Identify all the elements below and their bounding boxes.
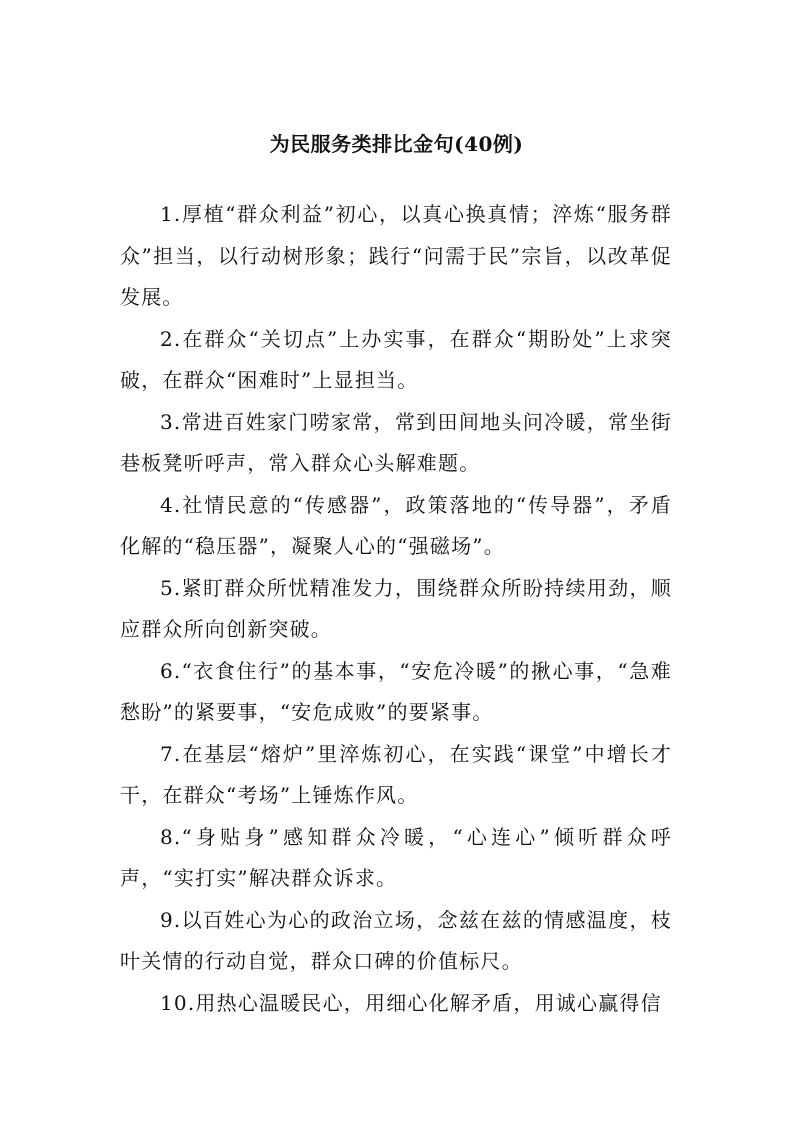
paragraph: 6.“衣食住行”的基本事，“安危冷暖”的揪心事，“急难愁盼”的紧要事，“安危成败”的要紧事。	[120, 658, 672, 724]
paragraph: 1.厚植“群众利益”初心，以真心换真情；淬炼“服务群众”担当，以行动树形象；践行“问需于民”宗旨，以改革促发展。	[120, 202, 672, 309]
paragraph: 8.“身贴身”感知群众冷暖，“心连心”倾听群众呼声，“实打实”解决群众诉求。	[120, 824, 672, 890]
paragraph: 2.在群众“关切点”上办实事，在群众“期盼处”上求突破，在群众“困难时”上显担当。	[120, 326, 672, 392]
document-title: 为民服务类排比金句(40例)	[269, 132, 524, 156]
paragraph: 5.紧盯群众所忧精准发力，围绕群众所盼持续用劲，顺应群众所向创新突破。	[120, 575, 672, 641]
paragraph: 10.用热心温暖民心，用细心化解矛盾，用诚心赢得信	[160, 990, 662, 1015]
paragraph: 3.常进百姓家门唠家常，常到田间地头问冷暖，常坐街巷板凳听呼声，常入群众心头解难题。	[120, 409, 672, 475]
paragraph: 7.在基层“熔炉”里淬炼初心，在实践“课堂”中增长才干，在群众“考场”上锤炼作风。	[120, 741, 672, 807]
paragraph: 9.以百姓心为心的政治立场，念兹在兹的情感温度，枝叶关情的行动自觉，群众口碑的价值标尺。	[120, 907, 672, 973]
document-body	[120, 194, 672, 1024]
paragraph: 4.社情民意的“传感器”，政策落地的“传导器”，矛盾化解的“稳压器”，凝聚人心的“强磁场”。	[120, 492, 672, 558]
